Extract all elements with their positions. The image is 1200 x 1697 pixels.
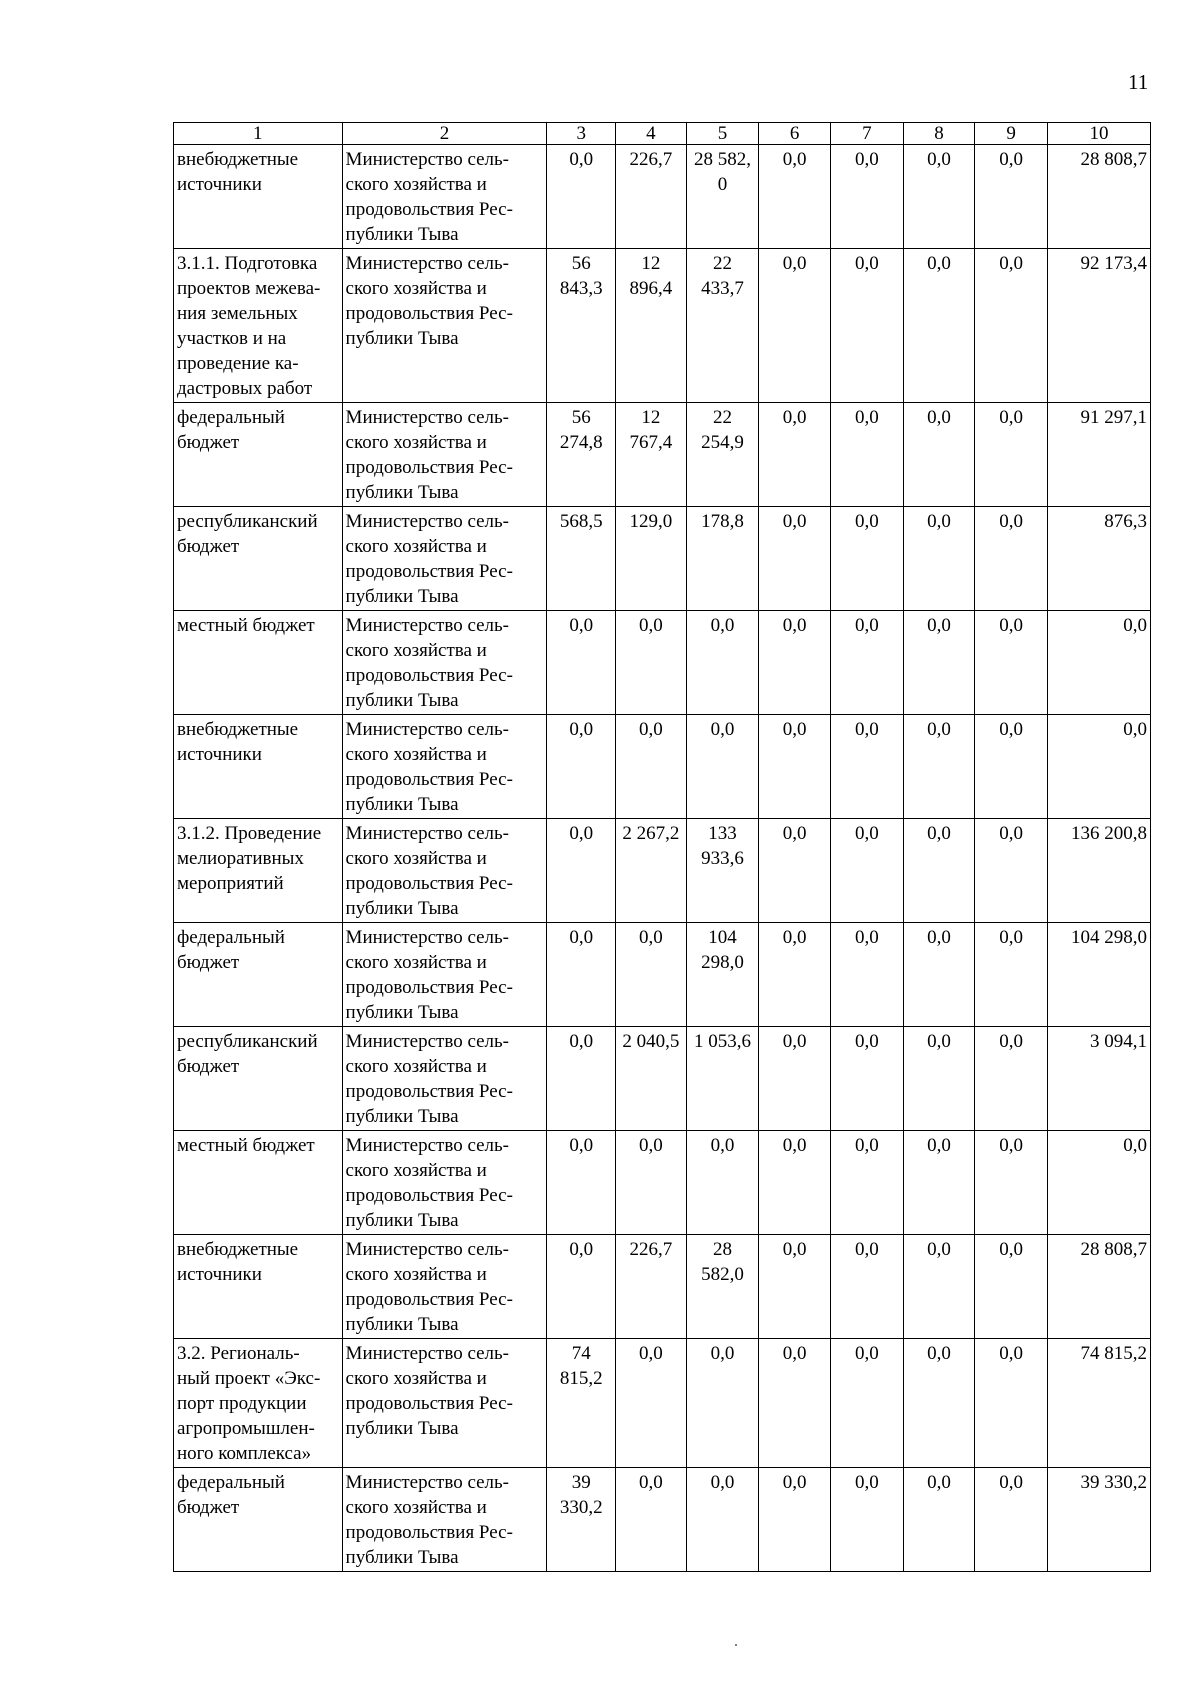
value-cell: 0,0 (547, 1027, 616, 1131)
value-cell: 0,0 (1047, 1131, 1150, 1235)
table-row (174, 403, 1151, 507)
source-cell: внебюджетные источники (174, 145, 343, 249)
value-cell: 104 298,0 (686, 923, 759, 1027)
value-cell: 0,0 (759, 1235, 831, 1339)
responsible-cell: Министерство сель- ского хозяйства и продовольствия Рес- публики Тыва (342, 1468, 547, 1572)
value-cell: 0,0 (547, 923, 616, 1027)
column-header: 9 (975, 123, 1048, 145)
scan-speck (735, 1644, 737, 1646)
source-cell: внебюджетные источники (174, 715, 343, 819)
value-cell: 0,0 (903, 923, 975, 1027)
value-cell: 28 808,7 (1047, 1235, 1150, 1339)
value-cell: 0,0 (759, 403, 831, 507)
source-cell: 3.1.1. Подготовка проектов межева- ния земельных участков и на проведение ка- дастровых работ (174, 249, 343, 403)
value-cell: 28 808,7 (1047, 145, 1150, 249)
value-cell: 0,0 (831, 249, 904, 403)
header-row (174, 123, 1151, 145)
budget-table (173, 122, 1151, 1572)
column-header: 3 (547, 123, 616, 145)
value-cell: 876,3 (1047, 507, 1150, 611)
value-cell: 0,0 (903, 1235, 975, 1339)
source-cell: 3.1.2. Проведение мелиоративных мероприятий (174, 819, 343, 923)
source-cell: республиканский бюджет (174, 1027, 343, 1131)
value-cell: 0,0 (1047, 611, 1150, 715)
value-cell: 0,0 (831, 145, 904, 249)
value-cell: 0,0 (975, 715, 1048, 819)
value-cell: 0,0 (547, 1131, 616, 1235)
value-cell: 0,0 (547, 145, 616, 249)
value-cell: 0,0 (831, 1131, 904, 1235)
value-cell: 0,0 (831, 611, 904, 715)
source-cell: федеральный бюджет (174, 1468, 343, 1572)
source-cell: республиканский бюджет (174, 507, 343, 611)
value-cell: 39 330,2 (547, 1468, 616, 1572)
value-cell: 178,8 (686, 507, 759, 611)
value-cell: 2 040,5 (616, 1027, 687, 1131)
value-cell: 56 843,3 (547, 249, 616, 403)
value-cell: 3 094,1 (1047, 1027, 1150, 1131)
table-row (174, 1027, 1151, 1131)
value-cell: 0,0 (903, 403, 975, 507)
value-cell: 2 267,2 (616, 819, 687, 923)
column-header: 6 (759, 123, 831, 145)
value-cell: 0,0 (616, 1468, 687, 1572)
responsible-cell: Министерство сель- ского хозяйства и продовольствия Рес- публики Тыва (342, 249, 547, 403)
value-cell: 0,0 (547, 715, 616, 819)
value-cell: 74 815,2 (1047, 1339, 1150, 1468)
value-cell: 0,0 (759, 715, 831, 819)
value-cell: 0,0 (759, 1339, 831, 1468)
value-cell: 0,0 (975, 1468, 1048, 1572)
table-row (174, 715, 1151, 819)
value-cell: 91 297,1 (1047, 403, 1150, 507)
value-cell: 22 433,7 (686, 249, 759, 403)
value-cell: 0,0 (686, 1339, 759, 1468)
value-cell: 0,0 (616, 923, 687, 1027)
value-cell: 0,0 (903, 1027, 975, 1131)
responsible-cell: Министерство сель- ского хозяйства и продовольствия Рес- публики Тыва (342, 1027, 547, 1131)
value-cell: 0,0 (903, 819, 975, 923)
value-cell: 0,0 (759, 249, 831, 403)
column-header: 4 (616, 123, 687, 145)
value-cell: 0,0 (831, 715, 904, 819)
responsible-cell: Министерство сель- ского хозяйства и продовольствия Рес- публики Тыва (342, 611, 547, 715)
value-cell: 28 582, 0 (686, 145, 759, 249)
column-header: 7 (831, 123, 904, 145)
value-cell: 0,0 (975, 819, 1048, 923)
table-row (174, 145, 1151, 249)
value-cell: 0,0 (975, 1339, 1048, 1468)
value-cell: 0,0 (616, 1131, 687, 1235)
responsible-cell: Министерство сель- ского хозяйства и продовольствия Рес- публики Тыва (342, 1131, 547, 1235)
value-cell: 0,0 (903, 507, 975, 611)
source-cell: местный бюджет (174, 1131, 343, 1235)
value-cell: 0,0 (975, 611, 1048, 715)
value-cell: 0,0 (903, 145, 975, 249)
value-cell: 0,0 (903, 1131, 975, 1235)
value-cell: 0,0 (686, 1131, 759, 1235)
value-cell: 0,0 (975, 1235, 1048, 1339)
value-cell: 0,0 (975, 1131, 1048, 1235)
source-cell: 3.2. Региональ- ный проект «Экс- порт продукции агропромышлен- ного комплекса» (174, 1339, 343, 1468)
value-cell: 226,7 (616, 145, 687, 249)
value-cell: 1 053,6 (686, 1027, 759, 1131)
value-cell: 0,0 (903, 249, 975, 403)
value-cell: 0,0 (831, 819, 904, 923)
source-cell: местный бюджет (174, 611, 343, 715)
responsible-cell: Министерство сель- ского хозяйства и продовольствия Рес- публики Тыва (342, 715, 547, 819)
table-row (174, 249, 1151, 403)
table-row (174, 611, 1151, 715)
value-cell: 74 815,2 (547, 1339, 616, 1468)
value-cell: 136 200,8 (1047, 819, 1150, 923)
table-row (174, 507, 1151, 611)
source-cell: федеральный бюджет (174, 923, 343, 1027)
responsible-cell: Министерство сель- ского хозяйства и продовольствия Рес- публики Тыва (342, 923, 547, 1027)
table-row (174, 1235, 1151, 1339)
value-cell: 0,0 (686, 611, 759, 715)
column-header: 8 (903, 123, 975, 145)
value-cell: 0,0 (759, 611, 831, 715)
value-cell: 0,0 (547, 819, 616, 923)
value-cell: 0,0 (831, 1468, 904, 1572)
value-cell: 0,0 (686, 1468, 759, 1572)
responsible-cell: Министерство сель- ского хозяйства и продовольствия Рес- публики Тыва (342, 1339, 547, 1468)
column-header: 1 (174, 123, 343, 145)
table-row (174, 1339, 1151, 1468)
value-cell: 0,0 (831, 507, 904, 611)
value-cell: 0,0 (903, 1339, 975, 1468)
value-cell: 12 896,4 (616, 249, 687, 403)
column-header: 10 (1047, 123, 1150, 145)
value-cell: 0,0 (831, 403, 904, 507)
value-cell: 0,0 (903, 1468, 975, 1572)
value-cell: 0,0 (759, 507, 831, 611)
responsible-cell: Министерство сель- ского хозяйства и продовольствия Рес- публики Тыва (342, 507, 547, 611)
value-cell: 0,0 (975, 923, 1048, 1027)
table-row (174, 1131, 1151, 1235)
value-cell: 92 173,4 (1047, 249, 1150, 403)
value-cell: 0,0 (831, 1235, 904, 1339)
value-cell: 0,0 (759, 1131, 831, 1235)
table-row (174, 923, 1151, 1027)
table-row (174, 819, 1151, 923)
value-cell: 0,0 (975, 403, 1048, 507)
value-cell: 0,0 (547, 1235, 616, 1339)
value-cell: 56 274,8 (547, 403, 616, 507)
value-cell: 28 582,0 (686, 1235, 759, 1339)
value-cell: 0,0 (903, 715, 975, 819)
value-cell: 22 254,9 (686, 403, 759, 507)
value-cell: 0,0 (975, 145, 1048, 249)
value-cell: 0,0 (831, 923, 904, 1027)
value-cell: 0,0 (903, 611, 975, 715)
value-cell: 0,0 (975, 249, 1048, 403)
value-cell: 133 933,6 (686, 819, 759, 923)
column-header: 2 (342, 123, 547, 145)
source-cell: внебюджетные источники (174, 1235, 343, 1339)
value-cell: 568,5 (547, 507, 616, 611)
value-cell: 0,0 (831, 1339, 904, 1468)
value-cell: 12 767,4 (616, 403, 687, 507)
value-cell: 226,7 (616, 1235, 687, 1339)
value-cell: 0,0 (686, 715, 759, 819)
value-cell: 0,0 (975, 1027, 1048, 1131)
value-cell: 129,0 (616, 507, 687, 611)
value-cell: 104 298,0 (1047, 923, 1150, 1027)
responsible-cell: Министерство сель- ского хозяйства и продовольствия Рес- публики Тыва (342, 145, 547, 249)
value-cell: 0,0 (831, 1027, 904, 1131)
value-cell: 0,0 (759, 819, 831, 923)
value-cell: 0,0 (759, 1027, 831, 1131)
value-cell: 0,0 (975, 507, 1048, 611)
table-row (174, 1468, 1151, 1572)
value-cell: 0,0 (759, 923, 831, 1027)
source-cell: федеральный бюджет (174, 403, 343, 507)
responsible-cell: Министерство сель- ского хозяйства и продовольствия Рес- публики Тыва (342, 1235, 547, 1339)
responsible-cell: Министерство сель- ского хозяйства и продовольствия Рес- публики Тыва (342, 819, 547, 923)
page-number: 11 (1128, 70, 1149, 94)
value-cell: 0,0 (616, 715, 687, 819)
value-cell: 0,0 (1047, 715, 1150, 819)
responsible-cell: Министерство сель- ского хозяйства и продовольствия Рес- публики Тыва (342, 403, 547, 507)
value-cell: 0,0 (616, 1339, 687, 1468)
value-cell: 0,0 (759, 1468, 831, 1572)
value-cell: 0,0 (547, 611, 616, 715)
column-header: 5 (686, 123, 759, 145)
value-cell: 0,0 (616, 611, 687, 715)
value-cell: 39 330,2 (1047, 1468, 1150, 1572)
value-cell: 0,0 (759, 145, 831, 249)
